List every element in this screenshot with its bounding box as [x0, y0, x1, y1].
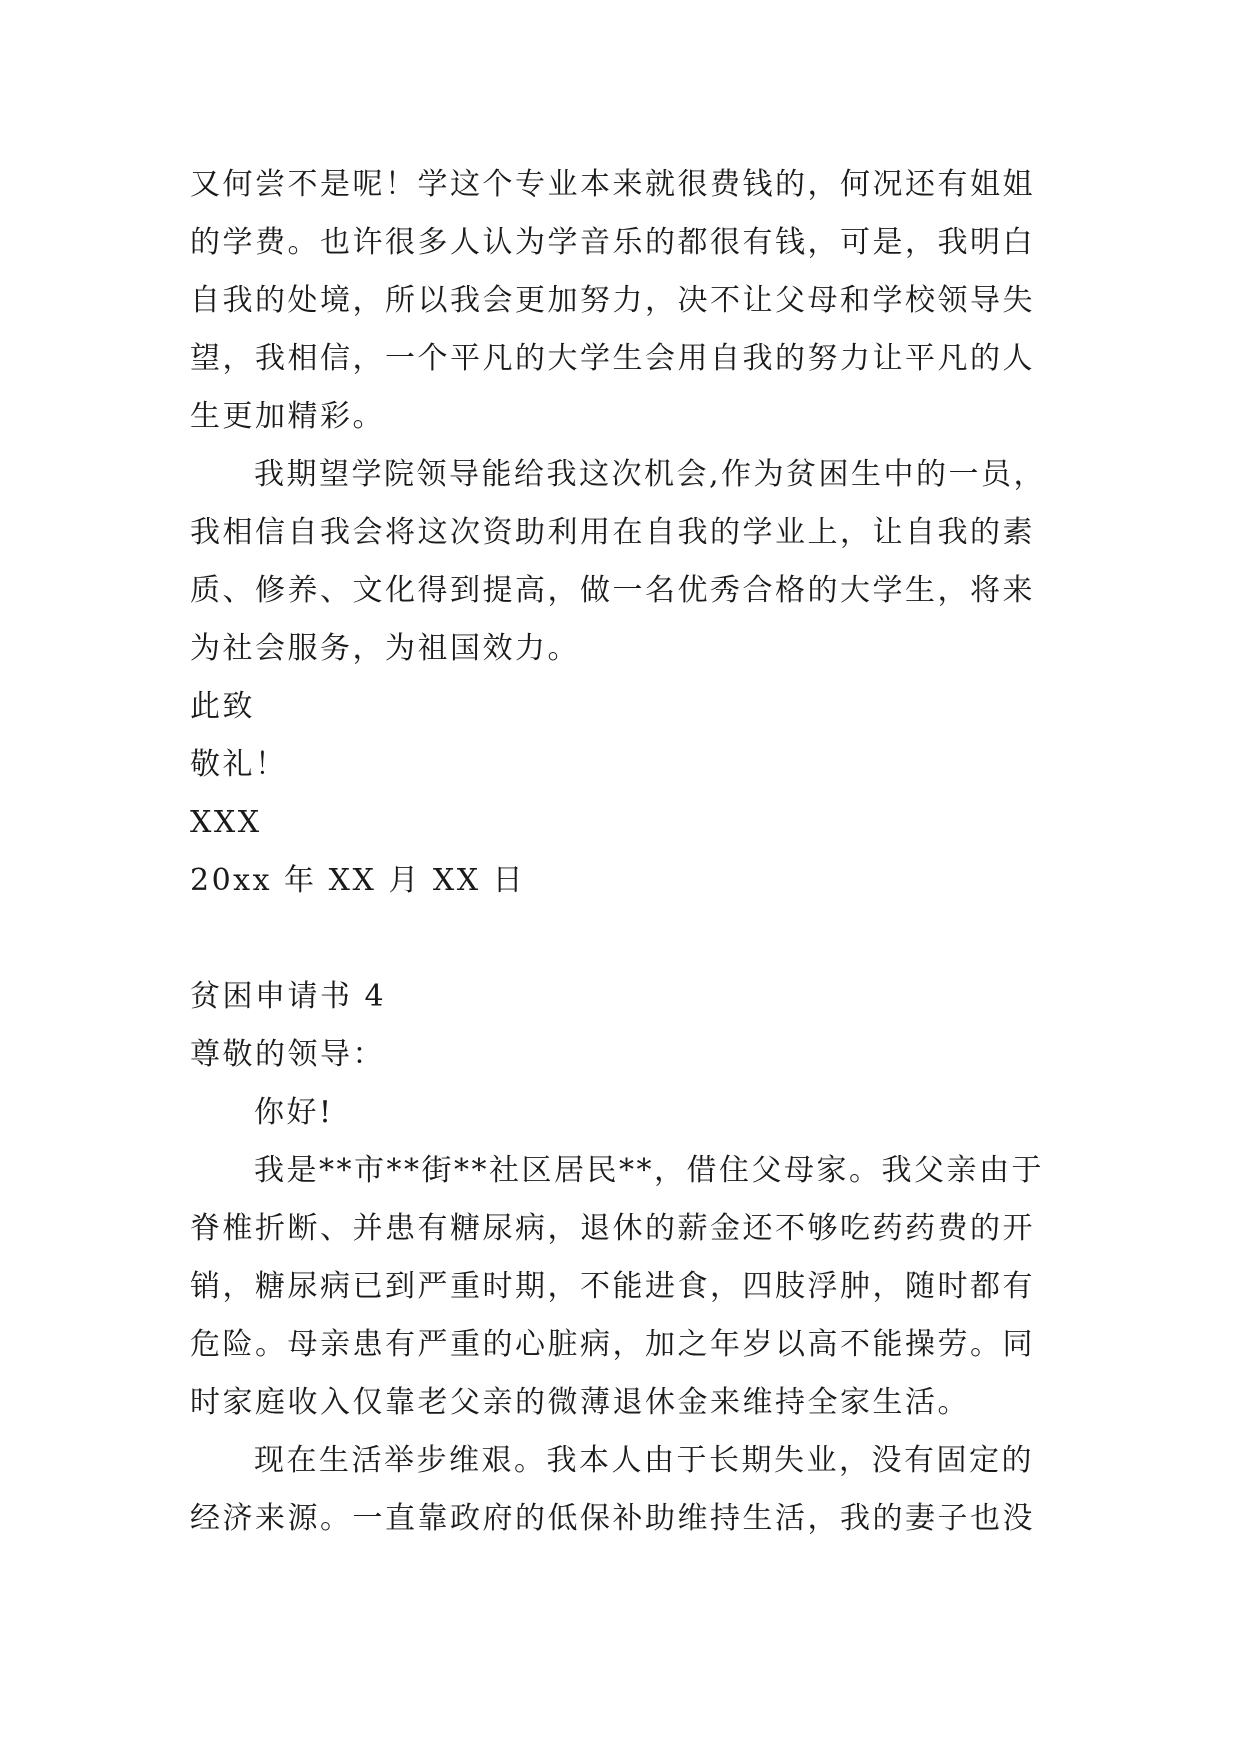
text-line: 望，我相信，一个平凡的大学生会用自我的努力让平凡的人 — [190, 341, 1035, 376]
letter-title: 贫困申请书 4 — [190, 979, 387, 1014]
text-line: 我相信自我会将这次资助利用在自我的学业上，让自我的素 — [190, 515, 1035, 550]
text-line: 自我的处境，所以我会更加努力，决不让父母和学校领导失 — [190, 283, 1035, 318]
text-line: 经济来源。一直靠政府的低保补助维持生活，我的妻子也没 — [190, 1501, 1035, 1536]
closing-jing-li: 敬礼！ — [190, 747, 288, 782]
date-line: 20xx 年 XX 月 XX 日 — [190, 863, 526, 898]
text-line: 销，糖尿病已到严重时期，不能进食，四肢浮肿，随时都有 — [190, 1269, 1035, 1304]
text-line: 我期望学院领导能给我这次机会,作为贫困生中的一员， — [254, 457, 1047, 492]
salutation: 尊敬的领导： — [190, 1037, 385, 1072]
text-line: 的学费。也许很多人认为学音乐的都很有钱，可是，我明白 — [190, 225, 1035, 260]
text-line: 脊椎折断、并患有糖尿病，退休的薪金还不够吃药药费的开 — [190, 1211, 1035, 1246]
text-line: 为社会服务，为祖国效力。 — [190, 631, 580, 666]
document-page — [190, 156, 1050, 1548]
text-line: 危险。母亲患有严重的心脏病，加之年岁以高不能操劳。同 — [190, 1327, 1035, 1362]
text-line: 现在生活举步维艰。我本人由于长期失业，没有固定的 — [254, 1443, 1034, 1478]
section-gap — [190, 910, 1050, 968]
signature: XXX — [190, 805, 262, 840]
text-line: 质、修养、文化得到提高，做一名优秀合格的大学生，将来 — [190, 573, 1035, 608]
closing-ci-zhi: 此致 — [190, 689, 255, 724]
text-line: 生更加精彩。 — [190, 399, 385, 434]
greeting: 你好! — [254, 1095, 334, 1130]
text-line: 又何尝不是呢！学这个专业本来就很费钱的，何况还有姐姐 — [190, 167, 1035, 202]
text-line: 我是**市**街**社区居民**，借住父母家。我父亲由于 — [254, 1153, 1044, 1188]
text-line: 时家庭收入仅靠老父亲的微薄退休金来维持全家生活。 — [190, 1385, 970, 1420]
